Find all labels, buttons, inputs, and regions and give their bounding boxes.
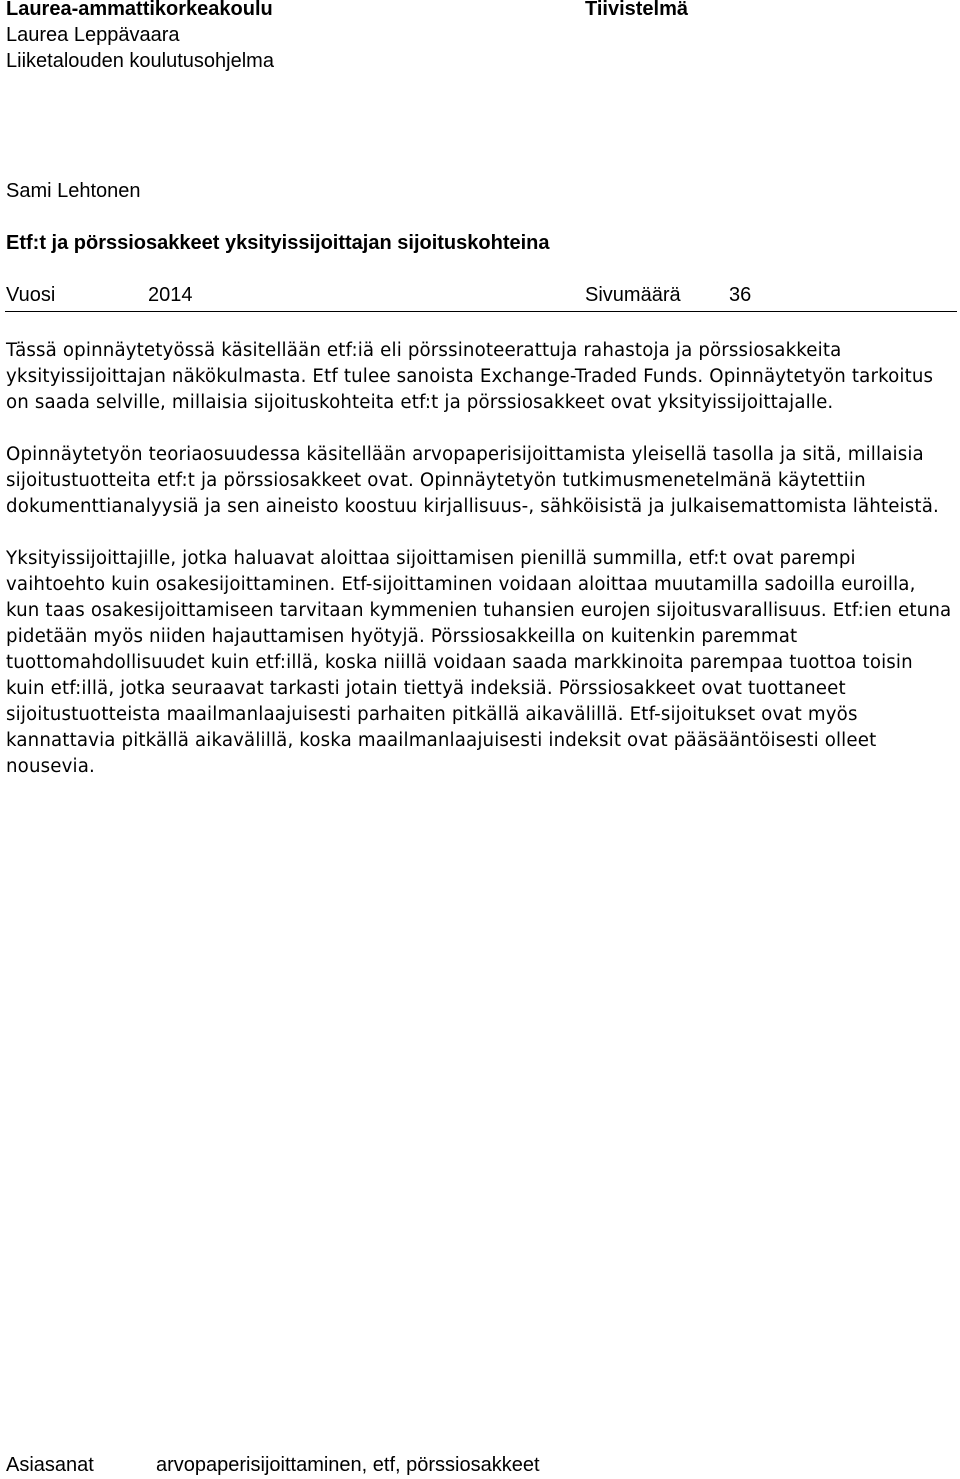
document-type: Tiivistelmä — [585, 0, 689, 20]
campus-name: Laurea Leppävaara — [6, 24, 180, 46]
author-name: Sami Lehtonen — [6, 180, 141, 202]
abstract-paragraph: Yksityissijoittajille, jotka haluavat aloittaa sijoittamisen pienillä summilla, etf:t ovat parempi vaihtoehto kuin osakesijoittaminen. Etf-sijoittaminen voidaan aloittaa muutamilla sadoilla euroilla, kun taas osakesijoittamiseen tarvitaan kymmenien tuhansien eurojen sijoitusvarallisuus. Etf:ien etuna pidetään myös niiden hajauttamisen hyötyjä. Pörssiosakkeilla on kuitenkin paremmat tuottomahdollisuudet kuin etf:illä, koska niillä voidaan saada markkinoita parempaa tuottoa toisin kuin etf:illä, jotka seuraavat tarkasti jotain tiettyä indeksiä. Pörssiosakkeet ovat tuottaneet sijoitustuotteista maailmanlaajuisesti parhaiten pitkällä aikavälillä. Etf-sijoitukset ovat myös kannattavia pitkällä aikavälillä, koska maailmanlaajuisesti indeksit ovat pääsääntöisesti olleet nousevia. — [6, 548, 952, 777]
page-count-label: Sivumäärä — [585, 284, 681, 306]
abstract-paragraph: Tässä opinnäytetyössä käsitellään etf:iä eli pörssinoteerattuja rahastoja ja pörssiosakkeita yksityissijoittajan näkökulmasta. Etf tulee sanoista Exchange-Traded Funds. Opinnäytetyön tarkoitus on saada selville, millaisia sijoituskohteita etf:t ja pörssiosakkeet ovat yksityissijoittajalle. — [6, 340, 934, 413]
page-count-value: 36 — [729, 284, 752, 306]
keywords-label: Asiasanat — [6, 1454, 94, 1476]
keywords-value: arvopaperisijoittaminen, etf, pörssiosakkeet — [156, 1454, 540, 1476]
abstract-paragraph: Opinnäytetyön teoriaosuudessa käsitellään arvopaperisijoittamista yleisellä tasolla ja sitä, millaisia sijoitustuotteita etf:t ja pörssiosakkeet ovat. Opinnäytetyön tutkimusmenetelmänä käytettiin dokumenttianalyysiä ja sen aineisto koostuu kirjallisuus-, sähköisistä ja julkaisemattomista lähteistä. — [6, 444, 939, 517]
programme-name: Liiketalouden koulutusohjelma — [6, 50, 274, 72]
institution-name: Laurea-ammattikorkeakoulu — [6, 0, 273, 20]
year-value: 2014 — [148, 284, 193, 306]
thesis-title: Etf:t ja pörssiosakkeet yksityissijoittajan sijoituskohteina — [6, 232, 550, 254]
section-divider — [5, 311, 957, 312]
abstract-body — [6, 338, 952, 780]
year-label: Vuosi — [6, 284, 56, 306]
